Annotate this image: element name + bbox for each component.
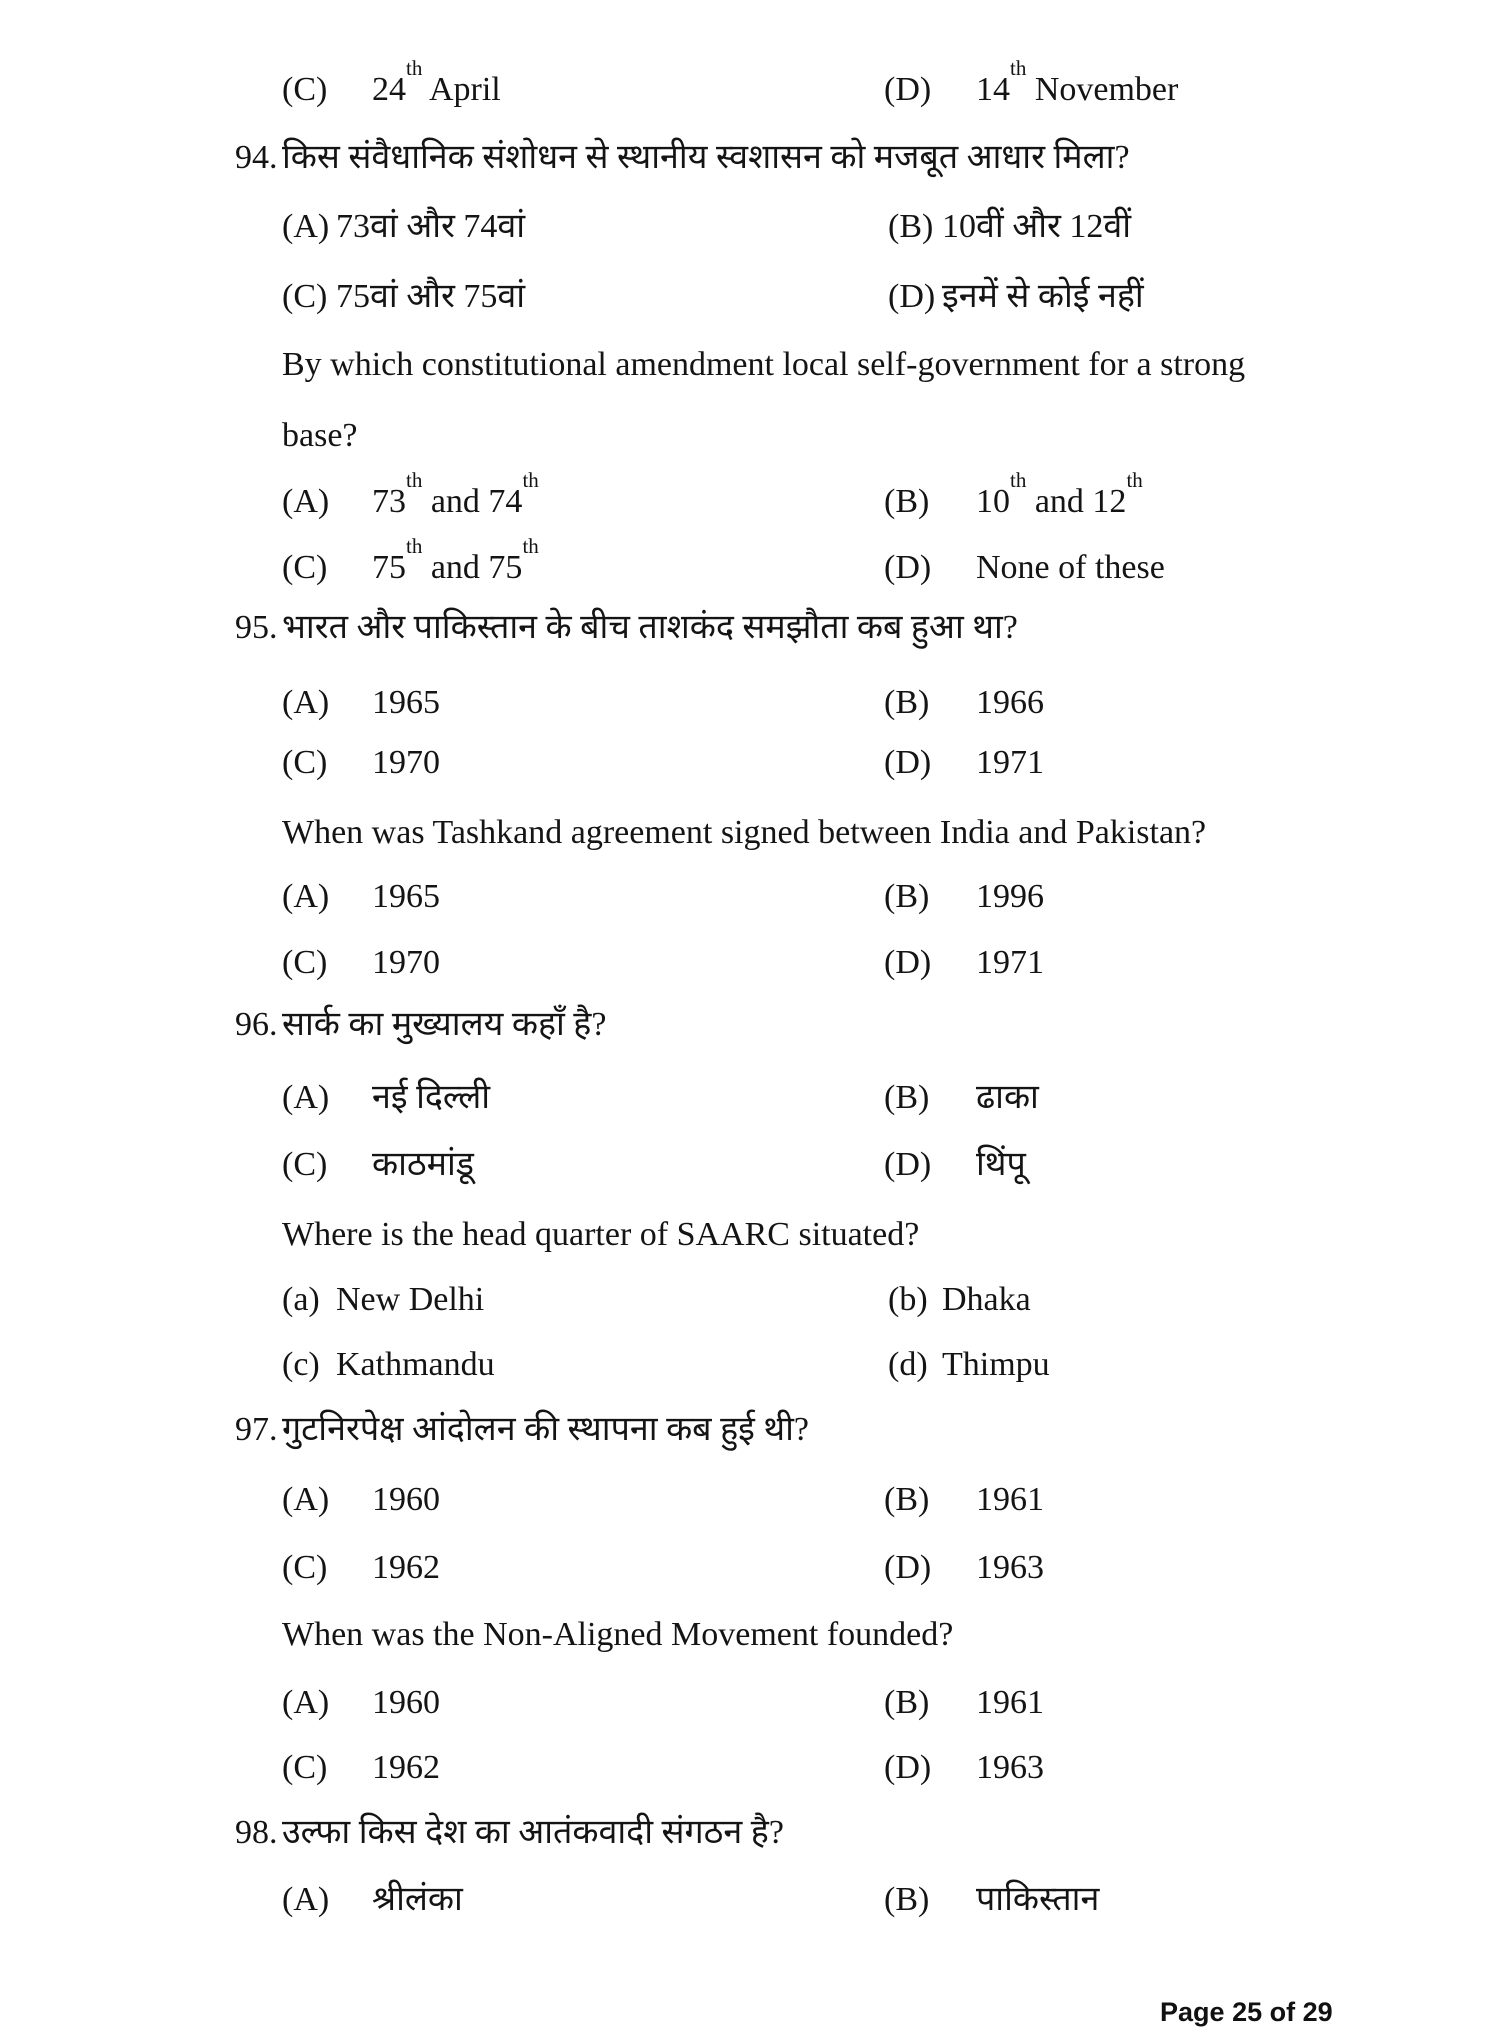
option-value: पाकिस्तान (976, 1881, 1100, 1918)
question-94-hindi-row (0, 125, 1505, 191)
option-label: (A) (282, 684, 330, 721)
question-96-hindi-options-ab (0, 1065, 1505, 1131)
option-value: इनमें से कोई नहीं (942, 278, 1144, 315)
option-label: (c) (282, 1346, 320, 1383)
question-text-hindi: किस संवैधानिक संशोधन से स्थानीय स्वशासन को मजबूत आधार मिला? (282, 139, 1130, 176)
question-number: 94. (235, 139, 278, 176)
option-value: 1963 (976, 1749, 1044, 1786)
question-96-hindi-row (0, 992, 1505, 1058)
question-94-english-options-cd (0, 535, 1505, 601)
question-94-hindi-options-ab (0, 194, 1505, 260)
question-97-hindi-row (0, 1397, 1505, 1463)
option-value: New Delhi (336, 1281, 485, 1318)
question-94-english-options-ab (0, 469, 1505, 535)
option-value: 14th November (976, 55, 1179, 108)
option-label: (C) (282, 1549, 328, 1586)
question-97-english-row (0, 1602, 1505, 1668)
page-word: Page (1160, 1997, 1225, 2027)
option-value: 1970 (372, 944, 440, 981)
option-label: (A) (282, 483, 330, 520)
option-value: 1971 (976, 944, 1044, 981)
question-94-hindi-options-cd (0, 264, 1505, 330)
option-value: 73th and 74th (372, 467, 539, 520)
question-number: 96. (235, 1006, 278, 1043)
option-value: ढाका (976, 1079, 1039, 1116)
question-number: 97. (235, 1411, 278, 1448)
option-label: (A) (282, 1481, 330, 1518)
option-label: (B) (884, 684, 930, 721)
option-label: (C) (282, 1749, 328, 1786)
option-label: (C) (282, 549, 328, 586)
option-value: 1965 (372, 878, 440, 915)
option-value: 24th April (372, 55, 501, 108)
question-98-hindi-row (0, 1800, 1505, 1866)
question-98-hindi-options-ab (0, 1867, 1505, 1933)
option-label: (C) (282, 71, 328, 108)
question-97-english-options-ab (0, 1670, 1505, 1736)
option-label: (b) (888, 1281, 928, 1318)
option-value: 1961 (976, 1684, 1044, 1721)
option-label: (D) (884, 1146, 932, 1183)
option-value: 1961 (976, 1481, 1044, 1518)
option-value: नई दिल्ली (372, 1079, 491, 1116)
question-95-english-options-ab (0, 864, 1505, 930)
option-value: 75th and 75th (372, 533, 539, 586)
option-label: (B) (884, 878, 930, 915)
option-value: Kathmandu (336, 1346, 495, 1383)
option-value: 1971 (976, 744, 1044, 781)
option-value: 75वां और 75वां (336, 278, 526, 315)
question-95-hindi-options-cd (0, 730, 1505, 796)
option-label: (B) (884, 483, 930, 520)
option-value: 1960 (372, 1684, 440, 1721)
option-value: Thimpu (942, 1346, 1050, 1383)
option-label: (B) (884, 1079, 930, 1116)
question-96-english-options-ab (0, 1267, 1505, 1333)
question-95-hindi-row (0, 595, 1505, 661)
option-value: थिंपू (976, 1146, 1026, 1183)
question-97-hindi-options-ab (0, 1467, 1505, 1533)
option-value: 1996 (976, 878, 1044, 915)
option-label: (A) (282, 878, 330, 915)
option-label: (D) (884, 944, 932, 981)
question-text-english: Where is the head quarter of SAARC situated? (282, 1216, 920, 1253)
question-95-english-row (0, 800, 1505, 866)
option-label: (D) (884, 71, 932, 108)
question-text-english: base? (282, 417, 358, 454)
option-label: (D) (888, 278, 936, 315)
option-label: (D) (884, 1549, 932, 1586)
question-97-english-options-cd (0, 1735, 1505, 1801)
option-value: 10th and 12th (976, 467, 1143, 520)
question-text-hindi: सार्क का मुख्यालय कहाँ है? (282, 1006, 607, 1043)
option-label: (D) (884, 744, 932, 781)
option-label: (C) (282, 744, 328, 781)
question-95-hindi-options-ab (0, 670, 1505, 736)
question-96-hindi-options-cd (0, 1132, 1505, 1198)
option-value: None of these (976, 549, 1165, 586)
question-93-options-row-cd (0, 57, 1505, 123)
option-value: श्रीलंका (372, 1881, 463, 1918)
option-label: (C) (282, 1146, 328, 1183)
option-value: 1965 (372, 684, 440, 721)
option-label: (B) (884, 1684, 930, 1721)
option-value: 1970 (372, 744, 440, 781)
question-94-english-line2 (0, 403, 1505, 469)
question-95-english-options-cd (0, 930, 1505, 996)
option-label: (B) (888, 208, 934, 245)
question-text-hindi: भारत और पाकिस्तान के बीच ताशकंद समझौता कब हुआ था? (282, 609, 1018, 646)
option-value: 73वां और 74वां (336, 208, 526, 245)
question-text-hindi: उल्फा किस देश का आतंकवादी संगठन है? (282, 1814, 784, 1851)
question-number: 98. (235, 1814, 278, 1851)
option-label: (D) (884, 1749, 932, 1786)
option-value: 10वीं और 12वीं (942, 208, 1132, 245)
option-value: 1963 (976, 1549, 1044, 1586)
option-label: (a) (282, 1281, 320, 1318)
option-value: 1962 (372, 1549, 440, 1586)
option-label: (B) (884, 1481, 930, 1518)
option-label: (B) (884, 1881, 930, 1918)
option-label: (C) (282, 278, 328, 315)
question-text-english: When was the Non-Aligned Movement founded? (282, 1616, 954, 1653)
option-label: (D) (884, 549, 932, 586)
page-number-footer (1160, 1992, 1333, 2032)
page-total: 29 (1302, 1997, 1333, 2027)
question-94-english-line1 (0, 332, 1505, 398)
question-96-english-options-cd (0, 1332, 1505, 1398)
option-label: (d) (888, 1346, 928, 1383)
question-97-hindi-options-cd (0, 1535, 1505, 1601)
question-text-hindi: गुटनिरपेक्ष आंदोलन की स्थापना कब हुई थी? (282, 1411, 809, 1448)
option-label: (A) (282, 1079, 330, 1116)
option-label: (A) (282, 1684, 330, 1721)
question-96-english-row (0, 1202, 1505, 1268)
option-label: (A) (282, 208, 330, 245)
option-value: 1962 (372, 1749, 440, 1786)
question-number: 95. (235, 609, 278, 646)
option-label: (C) (282, 944, 328, 981)
option-value: 1966 (976, 684, 1044, 721)
question-text-english: By which constitutional amendment local self-government for a strong (282, 346, 1246, 383)
option-value: 1960 (372, 1481, 440, 1518)
page-current: 25 (1232, 1997, 1263, 2027)
option-value: Dhaka (942, 1281, 1031, 1318)
option-value: काठमांडू (372, 1146, 474, 1183)
question-text-english: When was Tashkand agreement signed between India and Pakistan? (282, 814, 1207, 851)
option-label: (A) (282, 1881, 330, 1918)
of-word: of (1269, 1997, 1296, 2027)
